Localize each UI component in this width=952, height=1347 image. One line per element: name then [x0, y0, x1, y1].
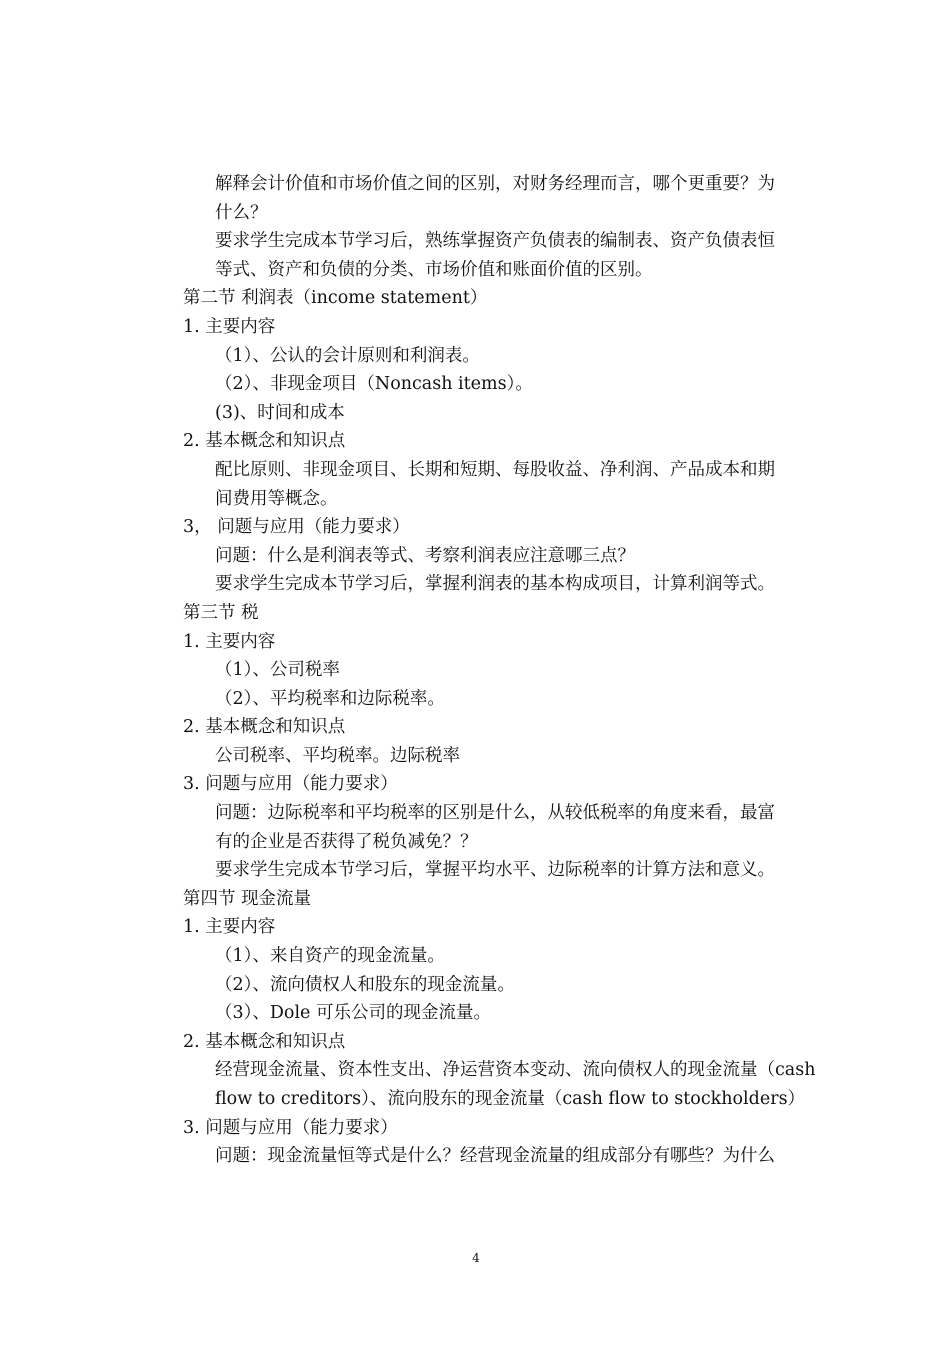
body-line: 公司税率、平均税率。边际税率	[215, 745, 460, 766]
list-item: （1）、公司税率	[215, 660, 340, 681]
list-heading: 1. 主要内容	[183, 917, 276, 938]
body-line: 什么？	[215, 202, 268, 223]
list-heading: 3， 问题与应用（能力要求）	[183, 517, 410, 538]
list-item: （2）、非现金项目（Noncash items）。	[215, 374, 533, 395]
body-line: 等式、资产和负债的分类、市场价值和账面价值的区别。	[215, 259, 653, 280]
body-line: 要求学生完成本节学习后，熟练掌握资产负债表的编制表、资产负债表恒	[215, 231, 775, 252]
list-heading: 2. 基本概念和知识点	[183, 431, 346, 452]
body-line: 间费用等概念。	[215, 488, 338, 509]
body-line: 有的企业是否获得了税负减免？？	[215, 831, 478, 852]
body-line: 问题：什么是利润表等式、考察利润表应注意哪三点？	[215, 545, 635, 566]
page-body	[183, 170, 843, 1171]
list-heading: 2. 基本概念和知识点	[183, 717, 346, 738]
page-number: 4	[472, 1251, 480, 1265]
body-line: 要求学生完成本节学习后，掌握平均水平、边际税率的计算方法和意义。	[215, 860, 775, 881]
body-line: 问题：边际税率和平均税率的区别是什么，从较低税率的角度来看，最富	[215, 803, 775, 824]
section-heading: 第三节 税	[183, 602, 259, 623]
list-heading: 2. 基本概念和知识点	[183, 1031, 346, 1052]
body-line: 经营现金流量、资本性支出、净运营资本变动、流向债权人的现金流量（cash	[215, 1060, 816, 1081]
list-item: (3)、时间和成本	[215, 402, 345, 423]
list-item: （2）、流向债权人和股东的现金流量。	[215, 974, 515, 995]
list-item: （1）、来自资产的现金流量。	[215, 946, 445, 967]
list-item: （1）、公认的会计原则和利润表。	[215, 345, 480, 366]
body-line: flow to creditors）、流向股东的现金流量（cash flow to stockholders）	[215, 1089, 806, 1109]
body-line: 要求学生完成本节学习后，掌握利润表的基本构成项目，计算利润等式。	[215, 574, 775, 595]
list-heading: 1. 主要内容	[183, 316, 276, 337]
list-item: （3）、Dole 可乐公司的现金流量。	[215, 1003, 491, 1024]
body-line: 问题：现金流量恒等式是什么？经营现金流量的组成部分有哪些？为什么	[215, 1146, 775, 1167]
list-heading: 1. 主要内容	[183, 631, 276, 652]
section-heading: 第四节 现金流量	[183, 888, 312, 909]
body-line: 解释会计价值和市场价值之间的区别，对财务经理而言，哪个更重要？为	[215, 174, 775, 194]
list-item: （2）、平均税率和边际税率。	[215, 688, 445, 709]
section-heading: 第二节 利润表（income statement）	[183, 288, 488, 309]
body-line: 配比原则、非现金项目、长期和短期、每股收益、净利润、产品成本和期	[215, 459, 775, 480]
list-heading: 3. 问题与应用（能力要求）	[183, 774, 398, 795]
list-heading: 3. 问题与应用（能力要求）	[183, 1117, 398, 1138]
